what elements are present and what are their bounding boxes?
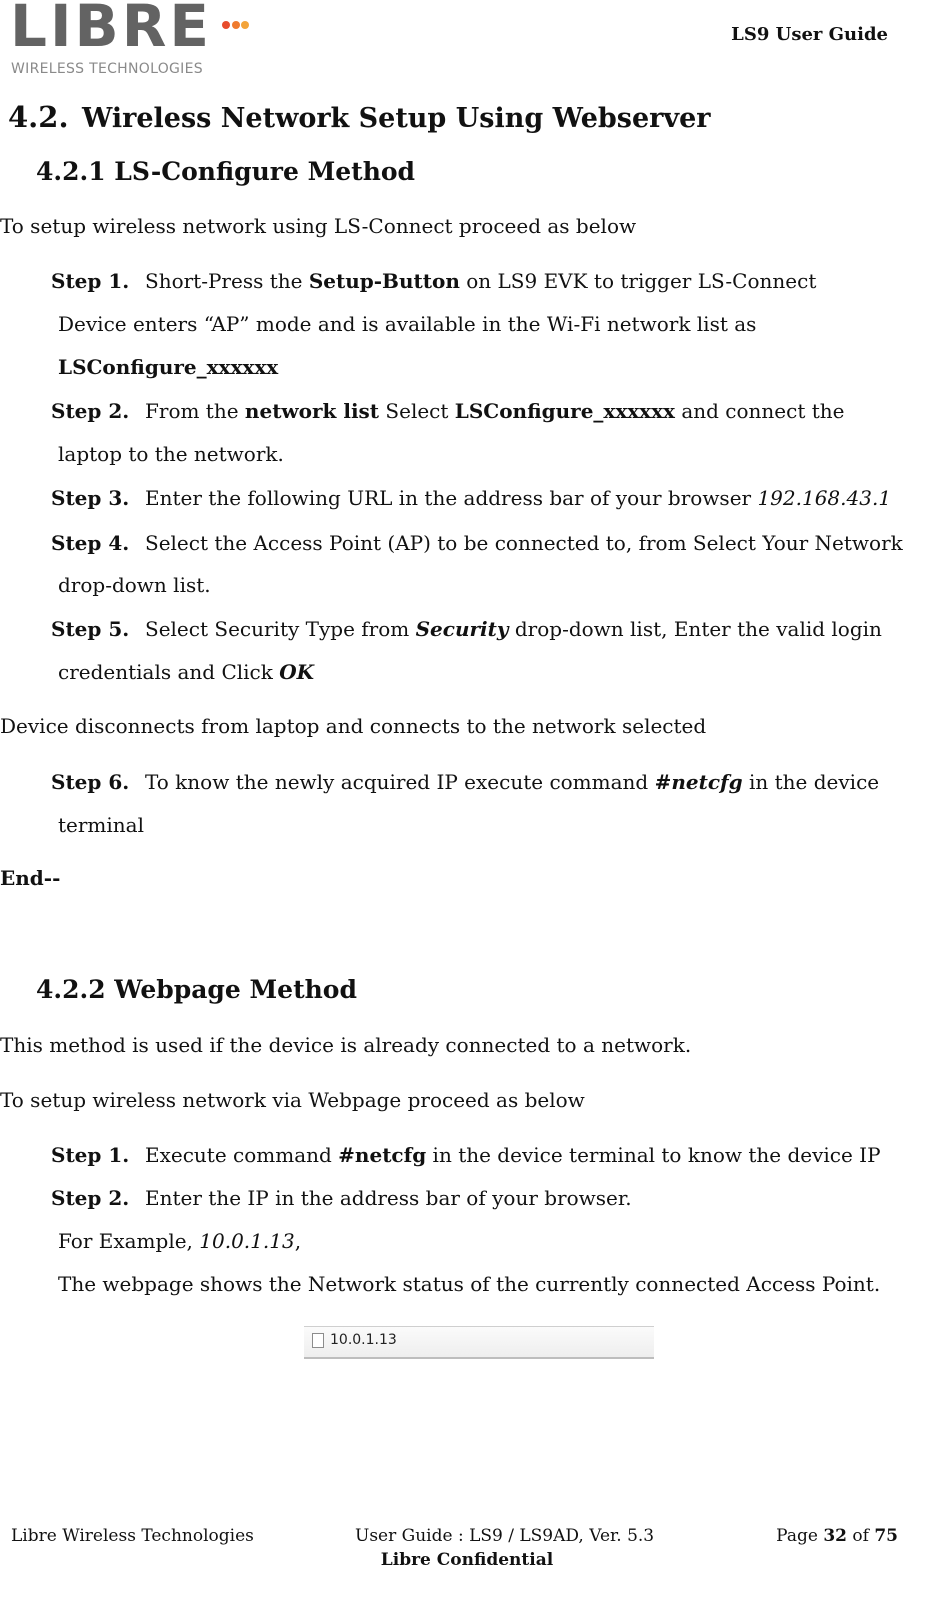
ls-step-5-cont [58, 660, 314, 684]
footer-company: Libre Wireless Technologies [11, 1526, 254, 1546]
web-step-1 [51, 1143, 881, 1167]
page-number: 32 [823, 1526, 847, 1546]
ls-step-1-cont: Device enters “AP” mode and is available in the Wi-Fi network list as [58, 312, 757, 336]
step-label: Step 3. [51, 486, 130, 510]
step-text: in the device [742, 770, 880, 794]
step-text: , [294, 1229, 302, 1253]
step-text: Execute command [145, 1143, 339, 1167]
network-list-term: network list [244, 399, 380, 423]
step-text: Enter the IP in the address bar of your browser. [145, 1186, 632, 1210]
libre-logo: LIBRE [10, 0, 213, 60]
page-prefix: Page [776, 1526, 824, 1546]
ssid-term: LSConfigure_xxxxxx [454, 399, 675, 423]
step-label: Step 6. [51, 770, 130, 794]
setup-button-term: Setup-Button [308, 269, 460, 293]
logo-dot-2 [232, 21, 240, 29]
end-marker: End-- [0, 866, 61, 890]
logo-dot-3 [241, 21, 249, 29]
footer-page [776, 1526, 898, 1546]
section-number: 4.2. [8, 100, 69, 134]
step-text: Select the Access Point (AP) to be connected to, from Select Your Network [145, 531, 903, 555]
ssid-term: LSConfigure_xxxxxx [58, 355, 279, 379]
ok-term: OK [279, 660, 315, 684]
logo-subtitle: WIRELESS TECHNOLOGIES [11, 61, 203, 77]
step-text: For Example, [58, 1229, 200, 1253]
web-step-2-status: The webpage shows the Network status of the currently connected Access Point. [58, 1272, 881, 1296]
ls-step-2 [51, 399, 844, 423]
ls-step-5 [51, 617, 882, 641]
step-text: on LS9 EVK to trigger LS-Connect [459, 269, 817, 293]
page-total: 75 [874, 1526, 898, 1546]
logo-dot-1 [222, 21, 230, 29]
browser-address-bar[interactable] [304, 1326, 654, 1359]
security-term: Security [415, 617, 509, 641]
ls-step-1 [51, 269, 816, 293]
section-heading [8, 100, 711, 134]
url-text: 192.168.43.1 [757, 486, 892, 510]
ls-step-2-cont: laptop to the network. [58, 442, 284, 466]
section-title: Wireless Network Setup Using Webserver [82, 103, 711, 134]
webpage-para-2: To setup wireless network via Webpage proceed as below [0, 1088, 585, 1112]
netcfg-term: #netcfg [338, 1143, 427, 1167]
step-text: Short-Press the [145, 269, 309, 293]
step-text: in the device terminal to know the device IP [426, 1143, 881, 1167]
step-text: From the [145, 399, 245, 423]
page-icon [312, 1333, 324, 1348]
step-text: Select Security Type from [145, 617, 416, 641]
web-step-2 [51, 1186, 632, 1210]
header-title: LS9 User Guide [731, 24, 888, 45]
step-label: Step 2. [51, 399, 130, 423]
page-of: of [846, 1526, 875, 1546]
ls-step-1-ssid [58, 355, 278, 379]
ls-step-4-cont: drop-down list. [58, 573, 211, 597]
step-text: credentials and Click [58, 660, 280, 684]
step-text: Enter the following URL in the address bar of your browser [145, 486, 758, 510]
subsection-heading-webpage: 4.2.2 Webpage Method [36, 975, 357, 1004]
step-text: Select [379, 399, 455, 423]
step-text: To know the newly acquired IP execute command [145, 770, 655, 794]
step-label: Step 1. [51, 1143, 130, 1167]
step-label: Step 1. [51, 269, 130, 293]
subsection-heading-ls-configure: 4.2.1 LS-Configure Method [36, 157, 416, 186]
ls-configure-note: Device disconnects from laptop and connects to the network selected [0, 714, 707, 738]
footer-guide: User Guide : LS9 / LS9AD, Ver. 5.3 [355, 1526, 655, 1546]
webpage-para-1: This method is used if the device is already connected to a network. [0, 1033, 692, 1057]
ls-step-6-cont: terminal [58, 813, 144, 837]
web-step-2-example [58, 1229, 301, 1253]
netcfg-term: #netcfg [654, 770, 743, 794]
ls-configure-intro: To setup wireless network using LS-Connect proceed as below [0, 214, 637, 238]
step-label: Step 2. [51, 1186, 130, 1210]
ls-step-4 [51, 531, 903, 555]
step-text: and connect the [674, 399, 845, 423]
address-url: 10.0.1.13 [330, 1332, 397, 1348]
ls-step-3 [51, 486, 891, 510]
ip-text: 10.0.1.13 [199, 1229, 295, 1253]
step-label: Step 4. [51, 531, 130, 555]
step-text: drop-down list, Enter the valid login [508, 617, 882, 641]
ls-step-6 [51, 770, 879, 794]
footer-confidential: Libre Confidential [380, 1550, 554, 1570]
step-label: Step 5. [51, 617, 130, 641]
